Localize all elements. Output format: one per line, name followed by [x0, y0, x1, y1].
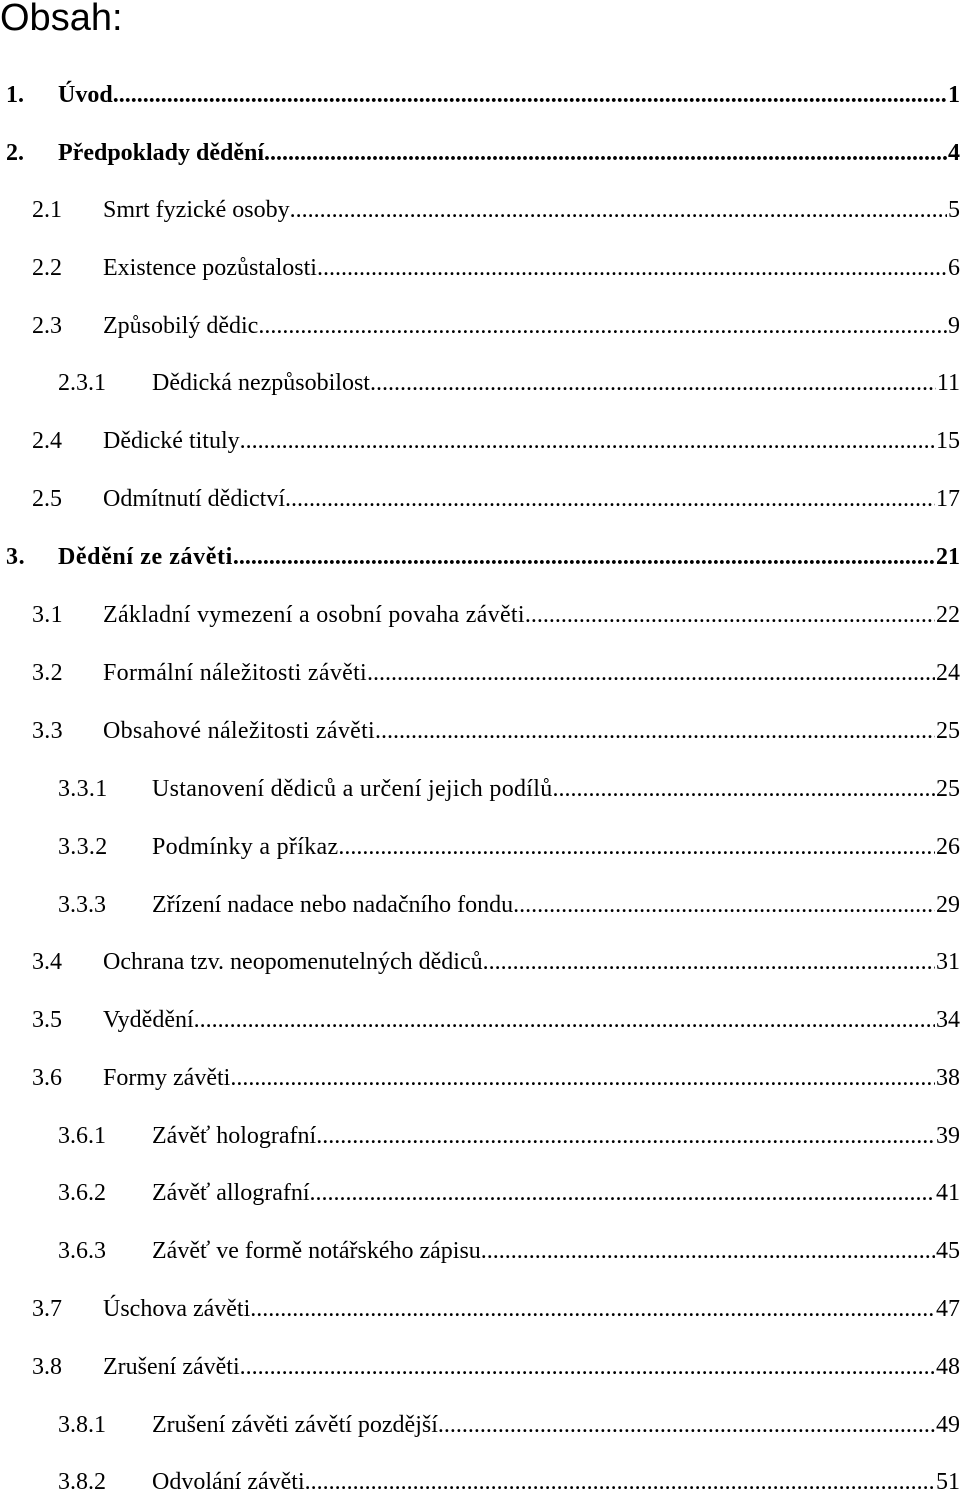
toc-entry-number: 3.5: [32, 1007, 62, 1033]
toc-entry-number: 3.6.1: [58, 1123, 106, 1149]
toc-entry-number: 3.4: [32, 949, 62, 975]
toc-entry-page: 21: [936, 544, 960, 570]
toc-entry-number: 2.2: [32, 255, 62, 281]
toc-entry-page: 41: [936, 1180, 960, 1206]
toc-entry[interactable]: [0, 769, 960, 809]
toc-entry-page: 39: [936, 1123, 960, 1149]
toc-entry-title: Formální náležitosti závěti: [103, 653, 367, 693]
toc-leader-dots: [513, 885, 935, 925]
toc-entry-number: 3.3.3: [58, 892, 106, 918]
toc-entry-page: 1: [948, 82, 960, 108]
toc-entry-title: Ustanovení dědiců a určení jejich podílů: [152, 769, 553, 809]
toc-entry-page: 34: [936, 1007, 960, 1033]
toc-leader-dots: [310, 1173, 935, 1213]
toc-entry-title: Úschova závěti: [103, 1289, 250, 1329]
toc-entry-number: 2.3.1: [58, 370, 106, 396]
toc-entry-page: 25: [936, 776, 960, 802]
toc-entry-title: Závěť ve formě notářského zápisu: [152, 1231, 481, 1271]
toc-entry-title: Předpoklady dědění: [58, 133, 264, 173]
toc-leader-dots: [553, 769, 935, 809]
toc-leader-dots: [240, 1347, 935, 1387]
toc-entry-title: Závěť holografní: [152, 1116, 316, 1156]
toc-entry[interactable]: [0, 248, 960, 288]
toc-entry[interactable]: [0, 1058, 960, 1098]
toc-entry-number: 3.1: [32, 602, 63, 628]
toc-entry[interactable]: [0, 653, 960, 693]
toc-leader-dots: [264, 133, 947, 173]
toc-entry-number: 2.5: [32, 486, 62, 512]
toc-entry-page: 51: [936, 1469, 960, 1495]
toc-entry[interactable]: [0, 942, 960, 982]
toc-entry[interactable]: [0, 190, 960, 230]
toc-leader-dots: [194, 1000, 935, 1040]
toc-leader-dots: [285, 479, 935, 519]
toc-entry[interactable]: [0, 537, 960, 577]
toc-entry[interactable]: [0, 1231, 960, 1271]
toc-entry-title: Smrt fyzické osoby: [103, 190, 290, 230]
toc-entry-number: 1.: [6, 82, 24, 108]
toc-leader-dots: [258, 306, 947, 346]
toc-entry-title: Odvolání závěti: [152, 1462, 305, 1502]
toc-entry-number: 3.3.1: [58, 776, 108, 802]
toc-entry[interactable]: [0, 75, 960, 115]
toc-entry-number: 2.4: [32, 428, 62, 454]
toc-entry-page: 48: [936, 1354, 960, 1380]
toc-entry[interactable]: [0, 306, 960, 346]
toc-entry-number: 3.8.1: [58, 1412, 106, 1438]
toc-entry-title: Základní vymezení a osobní povaha závěti: [103, 595, 525, 635]
toc-entry-title: Způsobilý dědic: [103, 306, 258, 346]
toc-entry-number: 3.: [6, 544, 26, 570]
toc-entry[interactable]: [0, 1116, 960, 1156]
toc-leader-dots: [317, 248, 947, 288]
toc-entry[interactable]: [0, 363, 960, 403]
toc-entry-title: Zřízení nadace nebo nadačního fondu: [152, 885, 513, 925]
toc-entry-title: Existence pozůstalosti: [103, 248, 317, 288]
toc-entry[interactable]: [0, 133, 960, 173]
toc-entry-title: Odmítnutí dědictví: [103, 479, 285, 519]
toc-entry[interactable]: [0, 479, 960, 519]
toc-entry-page: 5: [948, 197, 960, 223]
toc-leader-dots: [290, 190, 947, 230]
toc-leader-dots: [305, 1462, 935, 1502]
toc-entry-page: 49: [936, 1412, 960, 1438]
toc-entry[interactable]: [0, 1000, 960, 1040]
toc-entry-page: 29: [936, 892, 960, 918]
toc-entry-number: 2.3: [32, 313, 62, 339]
toc-entry-number: 3.3: [32, 718, 63, 744]
toc-leader-dots: [370, 363, 936, 403]
toc-leader-dots: [367, 653, 935, 693]
toc-entry-number: 3.8.2: [58, 1469, 106, 1495]
toc-entry[interactable]: [0, 1289, 960, 1329]
toc-leader-dots: [481, 1231, 935, 1271]
toc-entry-page: 26: [936, 834, 960, 860]
toc-entry-title: Obsahové náležitosti závěti: [103, 711, 375, 751]
toc-entry-number: 3.6.3: [58, 1238, 106, 1264]
toc-entry-title: Podmínky a příkaz: [152, 827, 338, 867]
toc-entry-page: 47: [936, 1296, 960, 1322]
toc-entry-number: 3.8: [32, 1354, 62, 1380]
toc-entry[interactable]: [0, 1405, 960, 1445]
toc-leader-dots: [113, 75, 947, 115]
toc-entry-title: Dědická nezpůsobilost: [152, 363, 370, 403]
toc-entry-page: 22: [936, 602, 960, 628]
toc-leader-dots: [438, 1405, 935, 1445]
toc-entry-page: 6: [948, 255, 960, 281]
toc-entry-page: 45: [936, 1238, 960, 1264]
toc-entry-title: Ochrana tzv. neopomenutelných dědiců: [103, 942, 483, 982]
toc-entry-title: Dědické tituly: [103, 421, 240, 461]
toc-leader-dots: [240, 421, 935, 461]
toc-entry[interactable]: [0, 1347, 960, 1387]
toc-leader-dots: [230, 1058, 935, 1098]
toc-entry-page: 31: [936, 949, 960, 975]
toc-entry-number: 3.7: [32, 1296, 62, 1322]
toc-entry[interactable]: [0, 885, 960, 925]
toc-entry[interactable]: [0, 1462, 960, 1502]
toc-entry-number: 2.1: [32, 197, 62, 223]
toc-entry-number: 3.2: [32, 660, 63, 686]
toc-entry[interactable]: [0, 595, 960, 635]
toc-entry-number: 3.3.2: [58, 834, 108, 860]
toc-entry[interactable]: [0, 1173, 960, 1213]
toc-leader-dots: [375, 711, 935, 751]
toc-leader-dots: [338, 827, 935, 867]
toc-leader-dots: [233, 537, 935, 577]
toc-entry-page: 25: [936, 718, 960, 744]
toc-entry[interactable]: [0, 421, 960, 461]
toc-entry-title: Zrušení závěti závětí pozdější: [152, 1405, 438, 1445]
toc-entry[interactable]: [0, 827, 960, 867]
toc-entry-page: 9: [948, 313, 960, 339]
toc-leader-dots: [525, 595, 935, 635]
toc-entry-page: 38: [936, 1065, 960, 1091]
toc-entry-number: 3.6: [32, 1065, 62, 1091]
toc-entry-title: Zrušení závěti: [103, 1347, 240, 1387]
toc-entry-page: 24: [936, 660, 960, 686]
toc-entry-number: 2.: [6, 140, 24, 166]
toc-entry-page: 17: [936, 486, 960, 512]
toc-entry-title: Úvod: [58, 75, 113, 115]
toc-leader-dots: [483, 942, 935, 982]
toc-entry-page: 11: [936, 370, 960, 396]
toc-leader-dots: [316, 1116, 935, 1156]
toc-leader-dots: [250, 1289, 935, 1329]
toc-entry-title: Vydědění: [103, 1000, 194, 1040]
toc-entry-page: 4: [948, 140, 960, 166]
toc-entry-title: Závěť allografní: [152, 1173, 310, 1213]
toc-entry-page: 15: [936, 428, 960, 454]
toc-entry[interactable]: [0, 711, 960, 751]
toc-entry-title: Dědění ze závěti: [58, 537, 233, 577]
toc-heading: Obsah:: [0, 0, 123, 39]
toc-entry-title: Formy závěti: [103, 1058, 230, 1098]
toc-entry-number: 3.6.2: [58, 1180, 106, 1206]
